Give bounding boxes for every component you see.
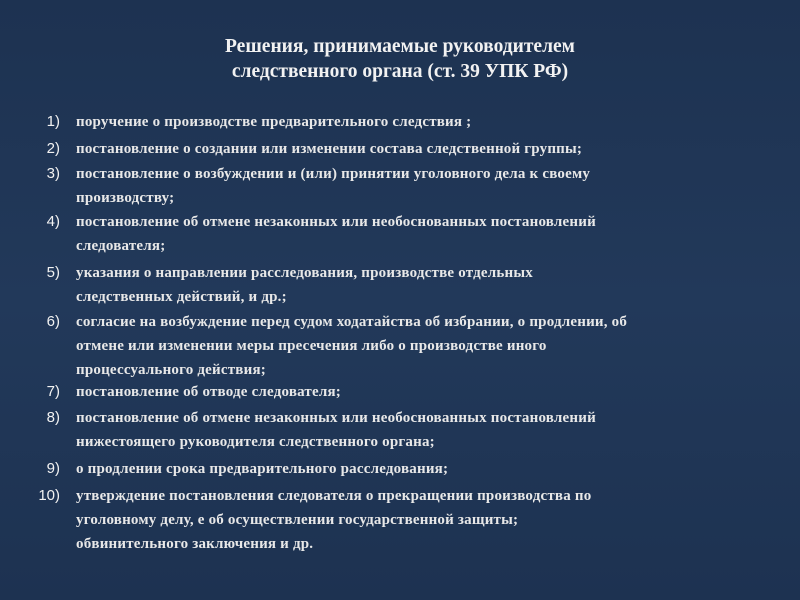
slide-title-line-2: следственного органа (ст. 39 УПК РФ) bbox=[231, 61, 569, 82]
list-item-line: постановление об отводе следователя; bbox=[76, 384, 341, 400]
list-item-line: указания о направлении расследования, производстве отдельных bbox=[76, 265, 533, 281]
list-item-number: 2) bbox=[46, 140, 60, 157]
list-item-line: постановление о возбуждении и (или) принятии уголовного дела к своему bbox=[76, 166, 591, 182]
list-item-line: отмене или изменении меры пресечения либо о производстве иного bbox=[76, 338, 547, 354]
list-item-line: согласие на возбуждение перед судом ходатайства об избрании, о продлении, об bbox=[76, 314, 628, 330]
list-item-number: 3) bbox=[46, 165, 60, 182]
list-item-line: утверждение постановления следователя о прекращении производства по bbox=[76, 488, 592, 504]
list-item-number: 7) bbox=[46, 383, 60, 400]
list-item-line: обвинительного заключения и др. bbox=[76, 536, 314, 552]
list-item-text bbox=[76, 310, 766, 382]
list-item-number: 10) bbox=[38, 487, 60, 504]
list-item-line: постановление о создании или изменении состава следственной группы; bbox=[76, 141, 583, 157]
list-item-line: уголовному делу, е об осуществлении государственной защиты; bbox=[76, 512, 519, 528]
list-item-line: производству; bbox=[76, 190, 175, 206]
list-item-number: 5) bbox=[46, 264, 60, 281]
list-item-text bbox=[76, 406, 766, 454]
list-item-text bbox=[76, 484, 766, 556]
list-item-line: следственных действий, и др.; bbox=[76, 289, 287, 305]
list-item-text bbox=[76, 137, 766, 161]
list-item-line: процессуального действия; bbox=[76, 362, 266, 378]
list-item-line: следователя; bbox=[76, 238, 166, 254]
list-item-text bbox=[76, 162, 766, 210]
list-item-number: 9) bbox=[46, 460, 60, 477]
list-item-number: 8) bbox=[46, 409, 60, 426]
list-item-line: постановление об отмене незаконных или необоснованных постановлений bbox=[76, 410, 596, 426]
slide-title-line-1: Решения, принимаемые руководителем bbox=[225, 36, 575, 57]
list-item-text bbox=[76, 380, 766, 404]
list-item-number: 6) bbox=[46, 313, 60, 330]
list-item-number: 4) bbox=[46, 213, 60, 230]
list-item-line: нижестоящего руководителя следственного органа; bbox=[76, 434, 435, 450]
list-item-line: постановление об отмене незаконных или необоснованных постановлений bbox=[76, 214, 596, 230]
list-item-text bbox=[76, 210, 766, 258]
list-item-text bbox=[76, 110, 766, 134]
list-item-line: поручение о производстве предварительного следствия ; bbox=[76, 114, 472, 130]
list-item-text bbox=[76, 261, 766, 309]
list-item-number: 1) bbox=[46, 113, 60, 130]
list-item-line: о продлении срока предварительного расследования; bbox=[76, 461, 449, 477]
list-item-text bbox=[76, 457, 766, 481]
